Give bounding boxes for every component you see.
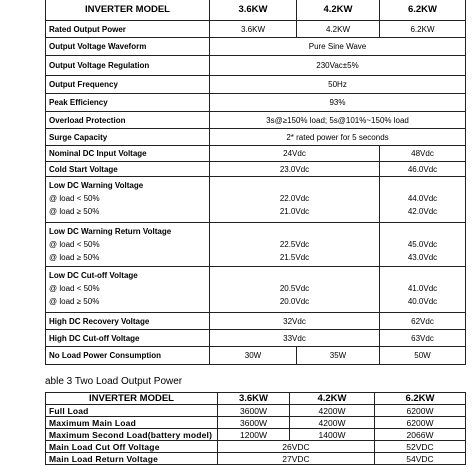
value-over-50: 43.0Vdc	[407, 253, 438, 262]
cell-3-6kw: 3600W	[218, 405, 290, 417]
max-main-load-row	[46, 417, 466, 429]
cell-6-2kw: 63Vdc	[380, 330, 466, 347]
row-label: Output Voltage Waveform	[46, 38, 210, 56]
cold-start-row	[46, 162, 466, 177]
cell-6-2kw: 6.2KW	[380, 21, 466, 38]
no-load-row	[46, 347, 466, 365]
overload-row	[46, 112, 466, 129]
row-label-group	[46, 267, 210, 313]
inverter-spec-table	[45, 0, 466, 365]
cell-3-6kw: 30W	[210, 347, 297, 365]
row-label: Main Load Cut Off Voltage	[46, 441, 218, 453]
header-inverter-model: INVERTER MODEL	[46, 393, 218, 405]
value-over-50: 21.5Vdc	[279, 253, 310, 262]
sub-label-under-50: @ load < 50%	[49, 284, 100, 293]
row-label-group	[46, 223, 210, 267]
efficiency-row	[46, 94, 466, 112]
sub-label-over-50: @ load ≥ 50%	[49, 297, 100, 306]
cell-6-2kw: 62Vdc	[380, 313, 466, 330]
max-second-load-row	[46, 429, 466, 441]
sub-label-under-50: @ load < 50%	[49, 240, 100, 249]
value-over-50: 21.0Vdc	[279, 207, 310, 216]
row-label: High DC Cut-off Voltage	[46, 330, 210, 347]
row-label: Surge Capacity	[46, 129, 210, 146]
cell-6-2kw	[380, 223, 466, 267]
surge-row	[46, 129, 466, 146]
rated-output-power-row	[46, 21, 466, 38]
cell-all-models: 93%	[210, 94, 466, 112]
low-dc-cutoff-row	[46, 267, 466, 313]
cell-6-2kw: 2066W	[375, 429, 466, 441]
cell-3-6-4-2kw	[210, 223, 380, 267]
value-under-50: 22.5Vdc	[279, 240, 310, 249]
high-dc-recovery-row	[46, 313, 466, 330]
waveform-row	[46, 38, 466, 56]
header-model-3-6kw: 3.6KW	[218, 393, 290, 405]
row-label: Low DC Cut-off Voltage	[49, 271, 138, 280]
two-load-output-table	[45, 392, 466, 465]
row-label: Main Load Return Voltage	[46, 453, 218, 465]
row-label: Low DC Warning Return Voltage	[49, 227, 172, 236]
cell-3-6-4-2kw	[210, 267, 380, 313]
row-label: Full Load	[46, 405, 218, 417]
header-inverter-model: INVERTER MODEL	[46, 0, 210, 21]
value-under-50: 22.0Vdc	[279, 194, 310, 203]
header-model-6-2kw: 6.2KW	[375, 393, 466, 405]
row-label: Cold Start Voltage	[46, 162, 210, 177]
row-label: Low DC Warning Voltage	[49, 181, 144, 190]
cell-3-6-4-2kw: 27VDC	[218, 453, 375, 465]
cell-3-6-4-2kw: 26VDC	[218, 441, 375, 453]
value-under-50: 44.0Vdc	[407, 194, 438, 203]
low-dc-warning-return-row	[46, 223, 466, 267]
cell-3-6kw: 3.6KW	[210, 21, 297, 38]
header-model-4-2kw: 4.2KW	[297, 0, 380, 21]
nominal-dc-row	[46, 146, 466, 162]
main-load-return-row	[46, 453, 466, 465]
row-label: No Load Power Consumption	[46, 347, 210, 365]
spec-header-row	[46, 0, 466, 21]
row-label: Peak Efficiency	[46, 94, 210, 112]
cell-6-2kw	[380, 177, 466, 223]
row-label: Output Frequency	[46, 76, 210, 94]
row-label: Nominal DC Input Voltage	[46, 146, 210, 162]
row-label: High DC Recovery Voltage	[46, 313, 210, 330]
row-label: Maximum Second Load(battery model)	[46, 429, 218, 441]
regulation-row	[46, 56, 466, 76]
cell-3-6-4-2kw: 32Vdc	[210, 313, 380, 330]
full-load-row	[46, 405, 466, 417]
low-dc-warning-row	[46, 177, 466, 223]
cell-all-models: 2* rated power for 5 seconds	[210, 129, 466, 146]
row-label-group	[46, 177, 210, 223]
header-model-3-6kw: 3.6KW	[210, 0, 297, 21]
cell-4-2kw: 35W	[297, 347, 380, 365]
cell-6-2kw: 48Vdc	[380, 146, 466, 162]
cell-6-2kw: 6200W	[375, 417, 466, 429]
value-under-50: 41.0Vdc	[407, 284, 438, 293]
row-label: Maximum Main Load	[46, 417, 218, 429]
main-load-cutoff-row	[46, 441, 466, 453]
cell-3-6-4-2kw: 33Vdc	[210, 330, 380, 347]
cell-4-2kw: 4.2KW	[297, 21, 380, 38]
cell-6-2kw: 46.0Vdc	[380, 162, 466, 177]
cell-6-2kw: 54VDC	[375, 453, 466, 465]
cell-3-6-4-2kw: 23.0Vdc	[210, 162, 380, 177]
sub-label-under-50: @ load < 50%	[49, 194, 100, 203]
cell-3-6kw: 3600W	[218, 417, 290, 429]
frequency-row	[46, 76, 466, 94]
sub-label-over-50: @ load ≥ 50%	[49, 207, 100, 216]
header-model-4-2kw: 4.2KW	[290, 393, 375, 405]
value-under-50: 45.0Vdc	[407, 240, 438, 249]
row-label: Overload Protection	[46, 112, 210, 129]
cell-all-models: Pure Sine Wave	[210, 38, 466, 56]
cell-6-2kw: 6200W	[375, 405, 466, 417]
sub-label-over-50: @ load ≥ 50%	[49, 253, 100, 262]
cell-3-6-4-2kw	[210, 177, 380, 223]
cell-6-2kw: 52VDC	[375, 441, 466, 453]
row-label: Output Voltage Regulation	[46, 56, 210, 76]
high-dc-cutoff-row	[46, 330, 466, 347]
cell-all-models: 50Hz	[210, 76, 466, 94]
load-header-row	[46, 393, 466, 405]
cell-3-6kw: 1200W	[218, 429, 290, 441]
row-label: Rated Output Power	[46, 21, 210, 38]
value-under-50: 20.5Vdc	[279, 284, 310, 293]
table3-caption: able 3 Two Load Output Power	[45, 376, 183, 387]
cell-4-2kw: 1400W	[290, 429, 375, 441]
value-over-50: 40.0Vdc	[407, 297, 438, 306]
cell-6-2kw: 50W	[380, 347, 466, 365]
value-over-50: 20.0Vdc	[279, 297, 310, 306]
cell-6-2kw	[380, 267, 466, 313]
cell-4-2kw: 4200W	[290, 405, 375, 417]
cell-all-models: 230Vac±5%	[210, 56, 466, 76]
cell-all-models: 3s@≥150% load; 5s@101%~150% load	[210, 112, 466, 129]
cell-3-6-4-2kw: 24Vdc	[210, 146, 380, 162]
header-model-6-2kw: 6.2KW	[380, 0, 466, 21]
value-over-50: 42.0Vdc	[407, 207, 438, 216]
cell-4-2kw: 4200W	[290, 417, 375, 429]
